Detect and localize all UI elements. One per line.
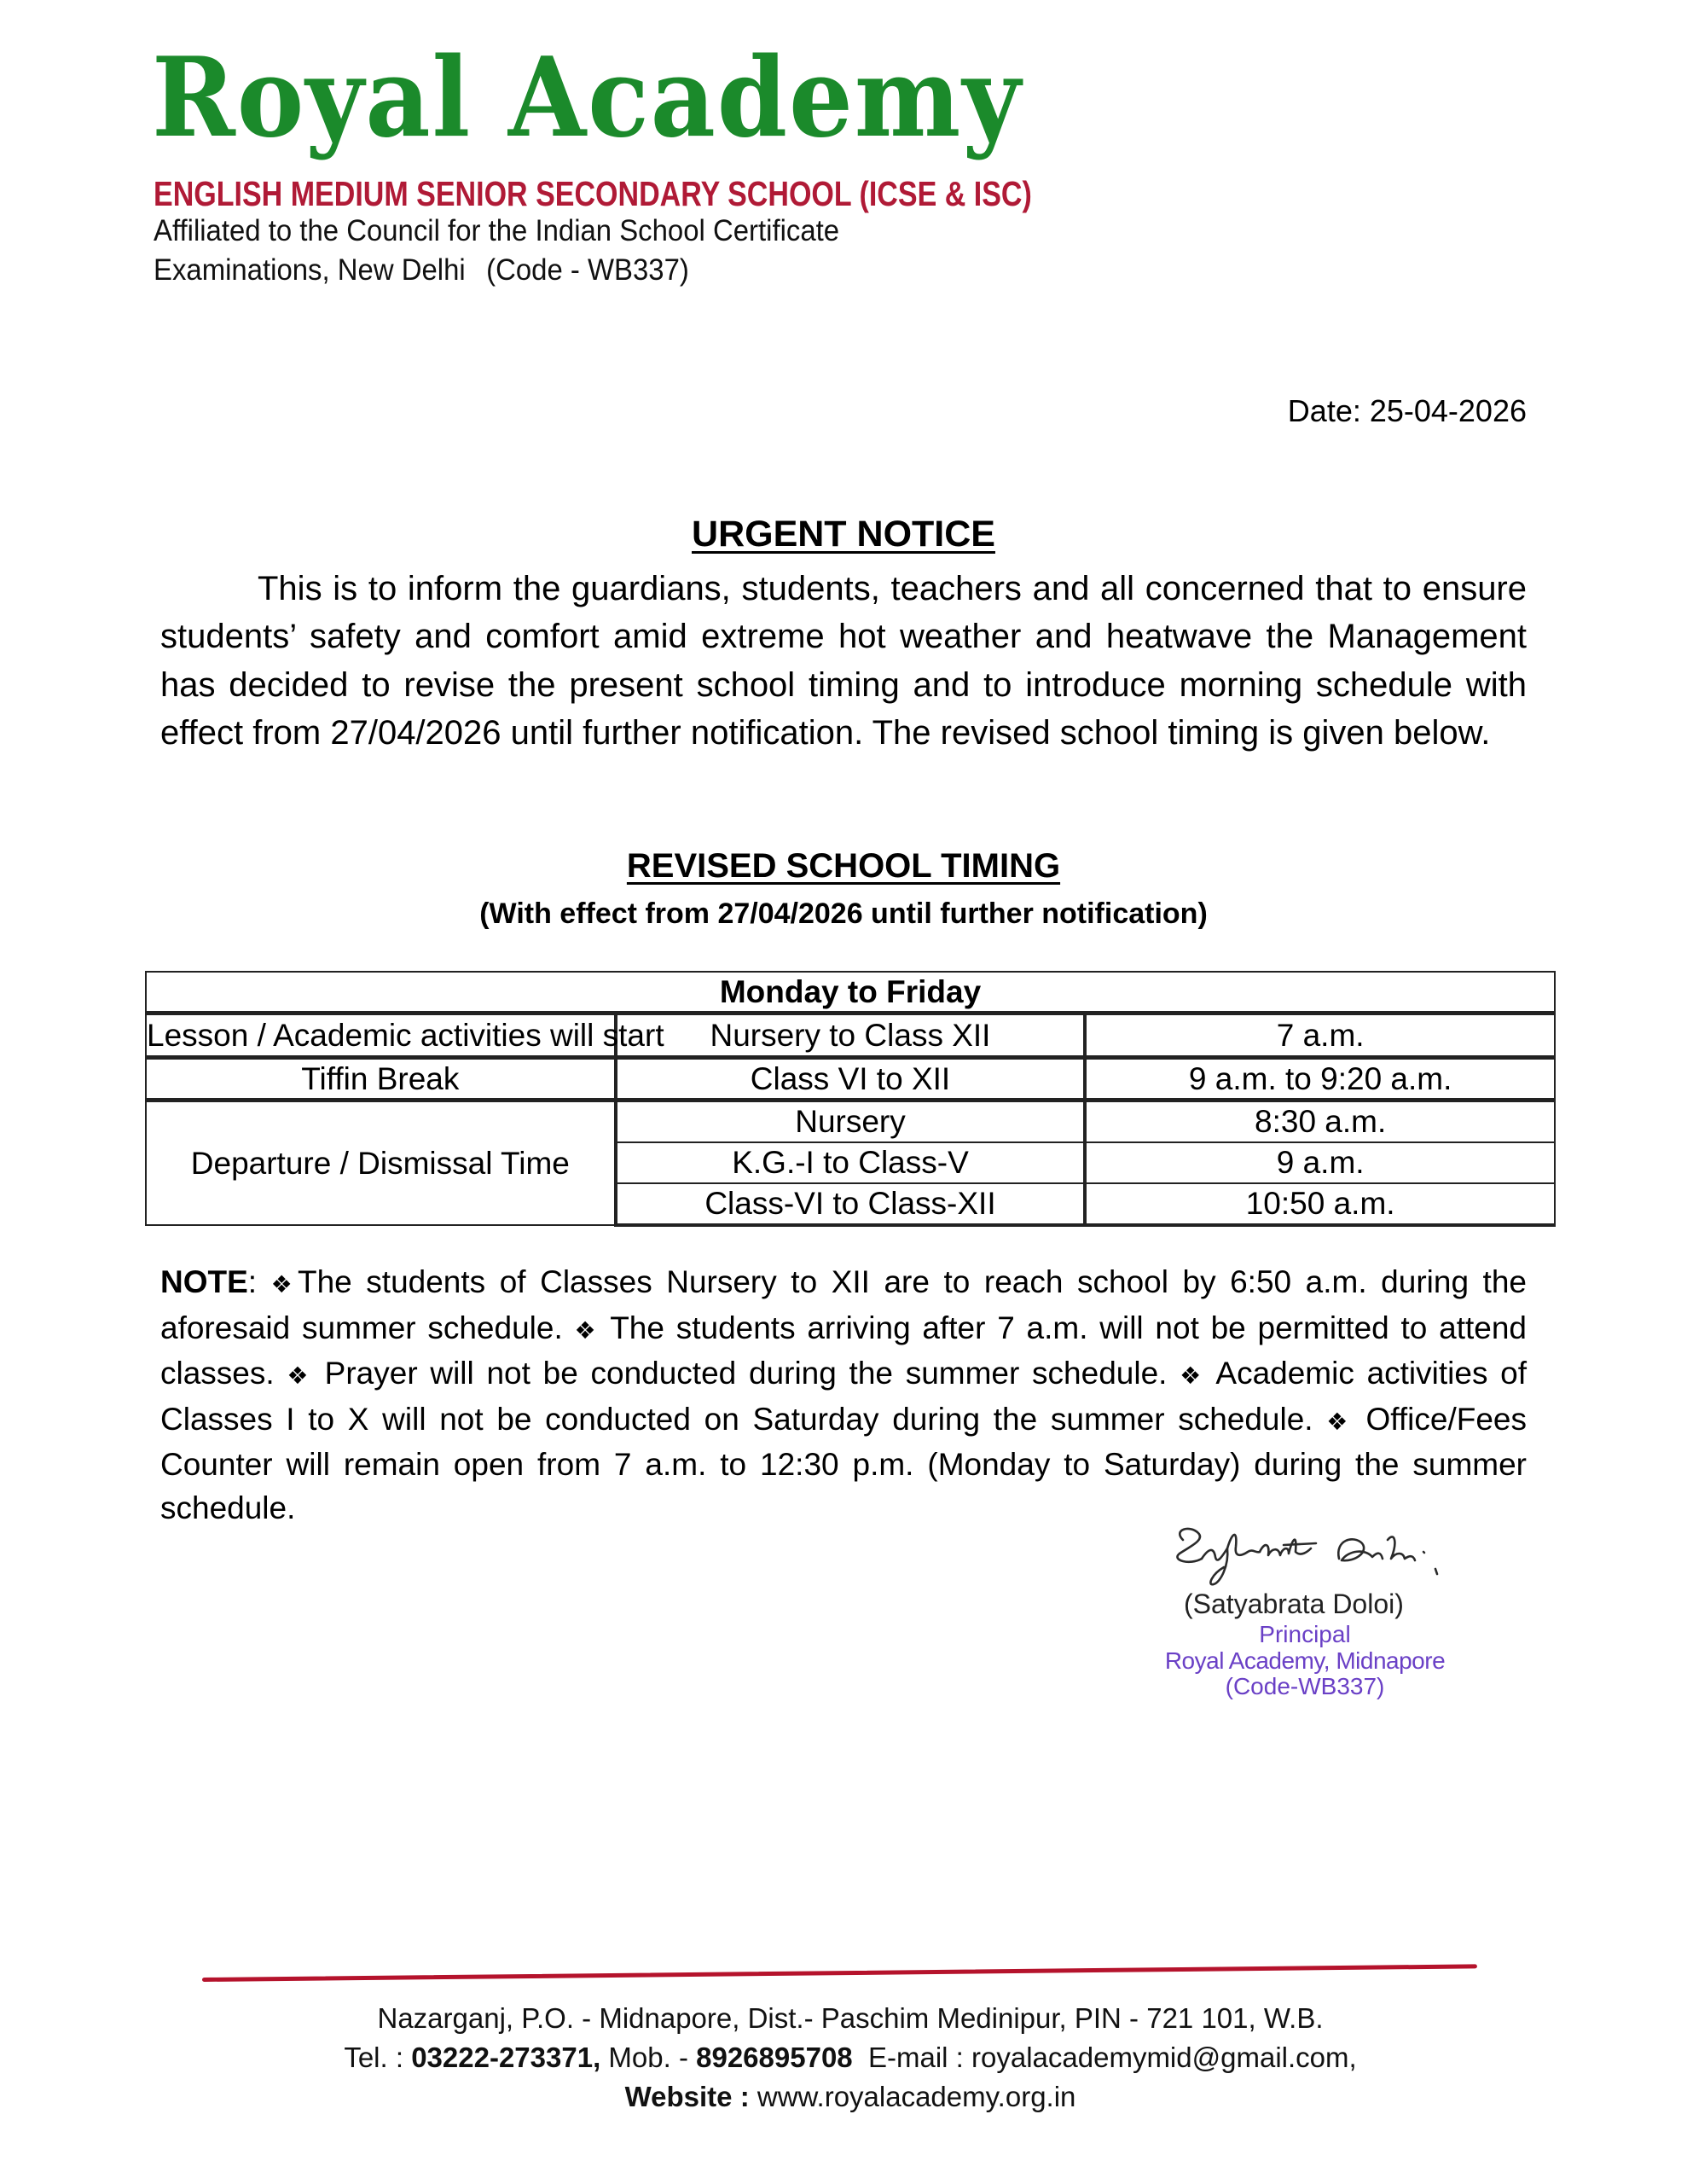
note-item: The students arriving after 7 a.m. will not be permitted to attend classes. <box>160 1310 1528 1391</box>
footer-website <box>0 2080 1687 2114</box>
notice-body: This is to inform the guardians, students, teachers and all concerned that to ensure students’ safety and comfort amid extreme hot weather and heatwave the Management has decided to revise the present school timing and to introduce morning schedule with effect from 27/04/2026 until further notification. The revised school timing is given below. <box>160 570 1527 752</box>
time-cell: 7 a.m. <box>1085 1014 1555 1058</box>
bullet-icon: ❖ <box>270 1270 298 1298</box>
activity-cell: Tiffin Break <box>146 1058 616 1101</box>
time-cell: 8:30 a.m. <box>1085 1101 1555 1143</box>
table-row <box>146 1014 1555 1058</box>
signatory-name: (Satyabrata Doloi) <box>1184 1589 1404 1619</box>
classes-cell: Class VI to XII <box>616 1058 1086 1101</box>
email-link[interactable]: royalacademymid@gmail.com, <box>971 2042 1357 2073</box>
timing-subtitle: (With effect from 27/04/2026 until further notification) <box>479 897 1208 930</box>
footer-address: Nazarganj, P.O. - Midnapore, Dist.- Paschim Medinipur, PIN - 721 101, W.B. <box>377 2002 1324 2034</box>
affiliation-line-1: Affiliated to the Council for the Indian School Certificate <box>154 214 840 247</box>
school-logo-title: Royal Academy <box>152 34 1023 162</box>
bullet-icon: ❖ <box>574 1316 600 1345</box>
classes-cell: Nursery to Class XII <box>616 1014 1086 1058</box>
timing-table <box>145 971 1556 1227</box>
note-item: Prayer will not be conducted during the summer schedule. <box>324 1356 1168 1391</box>
tel-number: 03222-273371, <box>411 2042 601 2073</box>
note-label: NOTE <box>160 1264 248 1299</box>
footer-divider <box>202 1964 1477 1982</box>
affiliation-code: (Code - WB337) <box>486 253 689 287</box>
time-cell: 10:50 a.m. <box>1085 1183 1555 1225</box>
note-item: Office/Fees Counter will remain open from 7 a.m. to 12:30 p.m. (Monday to Saturday) during the summer schedule. <box>160 1401 1527 1525</box>
time-cell: 9 a.m. to 9:20 a.m. <box>1085 1058 1555 1101</box>
table-header-row <box>146 972 1555 1014</box>
email-label: E-mail : <box>868 2042 964 2073</box>
note-item: The students of Classes Nursery to XII are to reach school by 6:50 a.m. during the aforesaid summer schedule. <box>160 1264 1527 1345</box>
activity-cell-departure: Departure / Dismissal Time <box>146 1101 616 1226</box>
classes-cell: Class-VI to Class-XII <box>616 1183 1086 1225</box>
classes-cell: Nursery <box>616 1101 1086 1143</box>
classes-cell: K.G.-I to Class-V <box>616 1142 1086 1183</box>
table-row <box>146 1058 1555 1101</box>
tel-label: Tel. : <box>344 2042 404 2073</box>
stamp-institution: Royal Academy, Midnapore <box>1164 1647 1446 1674</box>
note-item: Academic activities of Classes I to X will not be conducted on Saturday during the summer schedule. <box>160 1356 1528 1437</box>
school-type-subtitle: ENGLISH MEDIUM SENIOR SECONDARY SCHOOL (ICSE & ISC) <box>154 174 1032 213</box>
stamp-designation: Principal <box>1259 1621 1351 1647</box>
bullet-icon: ❖ <box>1326 1407 1353 1436</box>
website-link[interactable]: www.royalacademy.org.in <box>757 2081 1076 2112</box>
mob-number: 8926895708 <box>696 2042 853 2073</box>
table-row <box>146 1101 1555 1143</box>
affiliation-line-2 <box>154 253 689 288</box>
mob-label: Mob. - <box>608 2042 688 2073</box>
time-cell: 9 a.m. <box>1085 1142 1555 1183</box>
footer-contact <box>0 2041 1687 2075</box>
signature-image <box>1164 1523 1446 1591</box>
activity-cell: Lesson / Academic activities will start <box>146 1014 616 1058</box>
bullet-icon: ❖ <box>287 1362 312 1391</box>
notice-title: URGENT NOTICE <box>692 514 995 555</box>
table-header: Monday to Friday <box>146 972 1555 1014</box>
affiliation-board: Examinations, New Delhi <box>154 253 466 287</box>
bullet-icon: ❖ <box>1180 1362 1205 1391</box>
stamp-code: (Code-WB337) <box>1225 1673 1385 1699</box>
notice-date: Date: 25-04-2026 <box>1287 393 1527 428</box>
website-label: Website : <box>624 2081 750 2112</box>
notes-section: NOTE: ❖The students of Classes Nursery to XII are to reach school by 6:50 a.m. during the aforesaid summer schedule. ❖ The students arriving after 7 a.m. will not be permitted to attend classes. ❖ Prayer will not be conducted during the summer schedule. ❖ Academic activities of Classes I to X will not be conducted on Saturday during the summer schedule. ❖ Office/Fees Counter will remain open from 7 a.m. to 12:30 p.m. (Monday to Saturday) during the summer schedule. <box>160 1264 1528 1525</box>
timing-title: REVISED SCHOOL TIMING <box>626 847 1061 885</box>
